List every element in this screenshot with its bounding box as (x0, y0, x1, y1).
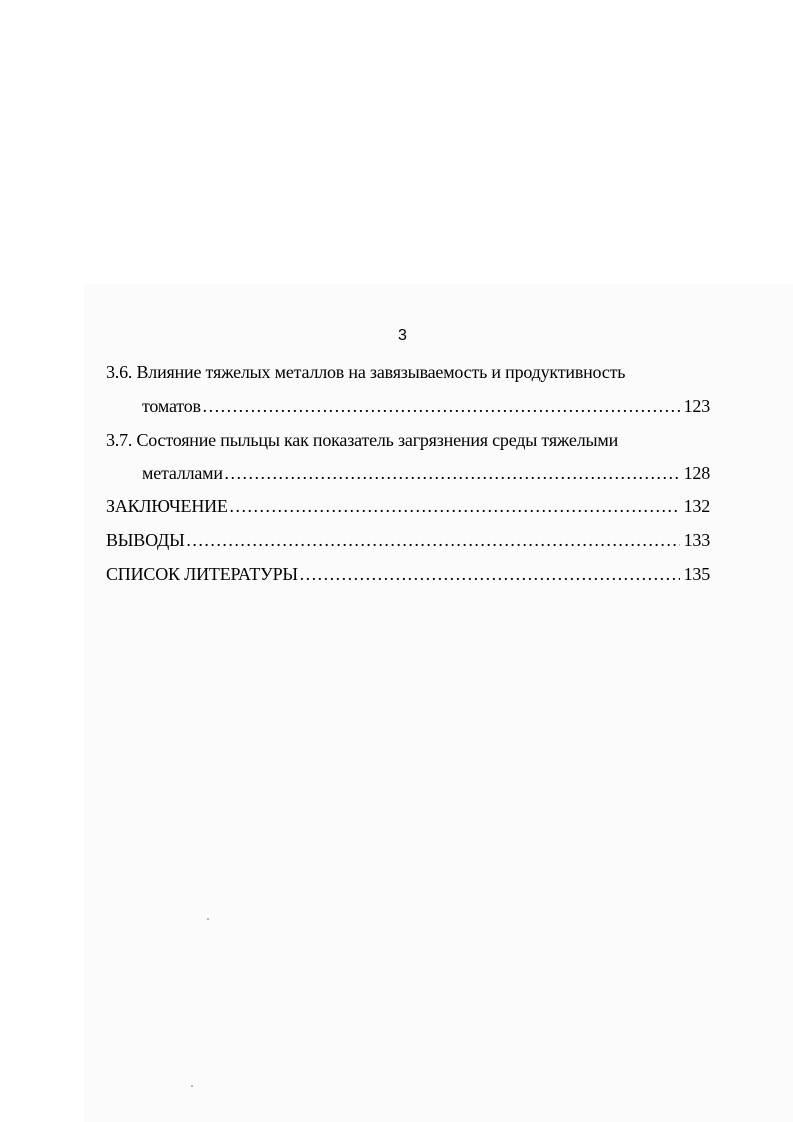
toc-section-3-7-title: 3.7. Состояние пыльцы как показатель загрязнения среды тяжелыми (106, 430, 619, 450)
dot-leader (298, 562, 680, 586)
dot-leader (185, 528, 680, 552)
toc-conclusion-label: ЗАКЛЮЧЕНИЕ (106, 496, 228, 516)
scan-speck (191, 1085, 193, 1087)
toc-section-3-6-entry (142, 394, 710, 418)
toc-findings-label: ВЫВОДЫ (106, 530, 185, 550)
toc-references-entry (106, 562, 710, 586)
toc-findings-entry (106, 528, 710, 552)
page-number: 3 (398, 327, 407, 344)
scan-speck (207, 918, 209, 920)
toc-section-3-7-entry (142, 461, 710, 485)
toc-conclusion-page: 132 (683, 496, 710, 516)
toc-section-3-7-page: 128 (683, 463, 710, 483)
toc-section-3-6-title: 3.6. Влияние тяжелых металлов на завязываемость и продуктивность (106, 362, 626, 382)
toc-references-label: СПИСОК ЛИТЕРАТУРЫ (106, 564, 298, 584)
dot-leader (201, 394, 680, 418)
toc-section-3-6-page: 123 (683, 396, 710, 416)
toc-findings-page: 133 (683, 530, 710, 550)
toc-conclusion-entry (106, 494, 710, 518)
dot-leader (223, 461, 680, 485)
toc-section-3-6-label: томатов (142, 396, 201, 416)
toc-references-page: 135 (683, 564, 710, 584)
dot-leader (228, 494, 680, 518)
toc-section-3-7-label: металлами (142, 463, 223, 483)
